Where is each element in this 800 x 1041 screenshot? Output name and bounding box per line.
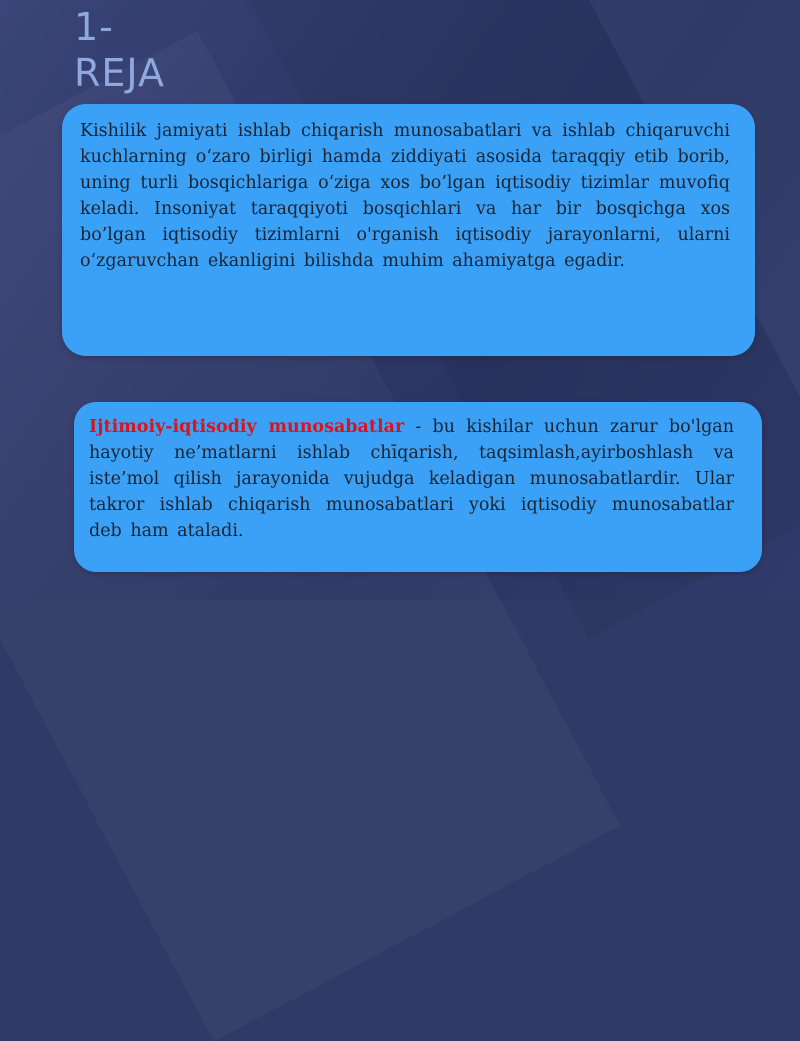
slide-title bbox=[74, 4, 165, 96]
text-card-intro bbox=[62, 104, 755, 356]
definition-text: - bu kishilar uchun zarur bo'lgan hayotiy ne’matlarni ishlab chīqarish, taqsimlash,ayirboshlash va iste’mol qilish jarayonida vujudga keladigan munosabatlardir. Ular takror ishlab chiqarish munosabatlari yoki iqtisodiy munosabatlar deb ham ataladi. bbox=[89, 417, 734, 541]
definition-paragraph bbox=[89, 414, 734, 544]
slide-title-line2: REJA bbox=[74, 51, 165, 95]
intro-paragraph: Kishilik jamiyati ishlab chiqarish munosabatlari va ishlab chiqaruvchi kuchlarning o‘zaro birligi hamda ziddiyati asosida taraqqiy etib borib, uning turli bosqichlariga o‘ziga xos bo’lgan iqtisodiy tizimlar muvofiq keladi. Insoniyat taraqqiyoti bosqichlari va har bir bosqichga xos bo’lgan iqtisodiy tizimlarni o'rganish iqtisodiy jarayonlarni, ularni o‘zgaruvchan ekanligini bilishda muhim ahamiyatga egadir. bbox=[80, 121, 730, 271]
defined-term: Ijtimoiy-iqtisodiy munosabatlar bbox=[89, 417, 405, 437]
text-card-definition bbox=[74, 402, 762, 572]
slide-title-line1: 1- bbox=[74, 5, 114, 49]
